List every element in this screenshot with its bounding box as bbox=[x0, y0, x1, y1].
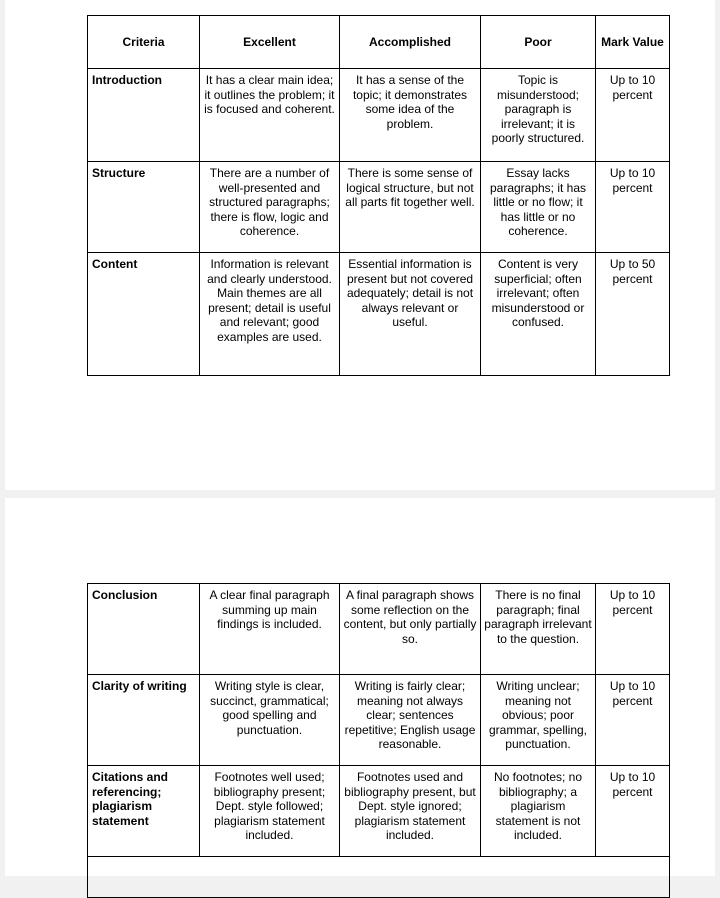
excellent-cell: A clear final paragraph summing up main findings is included. bbox=[200, 584, 340, 675]
page-1 bbox=[5, 0, 715, 490]
empty-cell bbox=[88, 857, 670, 898]
criterion-cell: Citations and referencing; plagiarism statement bbox=[88, 766, 200, 857]
header-excellent: Excellent bbox=[200, 16, 340, 69]
criterion-cell: Content bbox=[88, 253, 200, 376]
accomplished-cell: Essential information is present but not covered adequately; detail is not always relevant or useful. bbox=[340, 253, 481, 376]
page-2 bbox=[5, 498, 715, 876]
excellent-cell: Footnotes well used; bibliography present; Dept. style followed; plagiarism statement included. bbox=[200, 766, 340, 857]
accomplished-cell: Footnotes used and bibliography present, but Dept. style ignored; plagiarism statement included. bbox=[340, 766, 481, 857]
criterion-cell: Structure bbox=[88, 162, 200, 253]
accomplished-cell: It has a sense of the topic; it demonstrates some idea of the problem. bbox=[340, 69, 481, 162]
table-row bbox=[88, 162, 670, 253]
header-mark-value: Mark Value bbox=[596, 16, 670, 69]
empty-table-row bbox=[88, 857, 670, 898]
table-row bbox=[88, 766, 670, 857]
poor-cell: Content is very superficial; often irrelevant; often misunderstood or confused. bbox=[481, 253, 596, 376]
criterion-cell: Introduction bbox=[88, 69, 200, 162]
poor-cell: Essay lacks paragraphs; it has little or no flow; it has little or no coherence. bbox=[481, 162, 596, 253]
accomplished-cell: A final paragraph shows some reflection on the content, but only partially so. bbox=[340, 584, 481, 675]
accomplished-cell: Writing is fairly clear; meaning not always clear; sentences repetitive; English usage reasonable. bbox=[340, 675, 481, 766]
header-row bbox=[88, 16, 670, 69]
table-row bbox=[88, 675, 670, 766]
header-poor: Poor bbox=[481, 16, 596, 69]
criterion-cell: Conclusion bbox=[88, 584, 200, 675]
mark-cell: Up to 10 percent bbox=[596, 766, 670, 857]
rubric-table-part-1 bbox=[87, 15, 670, 376]
table-row bbox=[88, 253, 670, 376]
table-row bbox=[88, 69, 670, 162]
poor-cell: There is no final paragraph; final paragraph irrelevant to the question. bbox=[481, 584, 596, 675]
excellent-cell: Writing style is clear, succinct, grammatical; good spelling and punctuation. bbox=[200, 675, 340, 766]
mark-cell: Up to 10 percent bbox=[596, 69, 670, 162]
table-row bbox=[88, 584, 670, 675]
excellent-cell: There are a number of well-presented and structured paragraphs; there is flow, logic and coherence. bbox=[200, 162, 340, 253]
header-accomplished: Accomplished bbox=[340, 16, 481, 69]
mark-cell: Up to 50 percent bbox=[596, 253, 670, 376]
rubric-table-part-2 bbox=[87, 583, 670, 898]
accomplished-cell: There is some sense of logical structure, but not all parts fit together well. bbox=[340, 162, 481, 253]
criterion-cell: Clarity of writing bbox=[88, 675, 200, 766]
mark-cell: Up to 10 percent bbox=[596, 162, 670, 253]
excellent-cell: It has a clear main idea; it outlines the problem; it is focused and coherent. bbox=[200, 69, 340, 162]
header-criteria: Criteria bbox=[88, 16, 200, 69]
excellent-cell: Information is relevant and clearly understood. Main themes are all present; detail is useful and relevant; good examples are used. bbox=[200, 253, 340, 376]
poor-cell: Topic is misunderstood; paragraph is irrelevant; it is poorly structured. bbox=[481, 69, 596, 162]
mark-cell: Up to 10 percent bbox=[596, 584, 670, 675]
poor-cell: Writing unclear; meaning not obvious; poor grammar, spelling, punctuation. bbox=[481, 675, 596, 766]
mark-cell: Up to 10 percent bbox=[596, 675, 670, 766]
poor-cell: No footnotes; no bibliography; a plagiarism statement is not included. bbox=[481, 766, 596, 857]
